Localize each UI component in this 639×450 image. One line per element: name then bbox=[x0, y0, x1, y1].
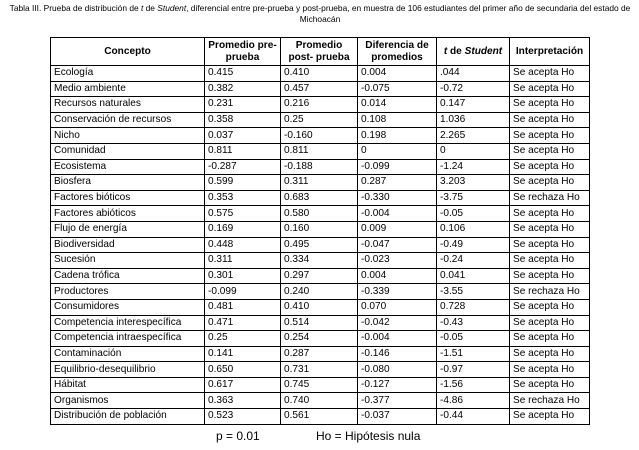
cell-post: 0.160 bbox=[281, 221, 358, 237]
header-concepto: Concepto bbox=[51, 38, 205, 66]
table-row bbox=[51, 66, 590, 82]
cell-pre: 0.382 bbox=[205, 81, 281, 97]
cell-diff: 0.287 bbox=[358, 175, 437, 191]
cell-t: -0.49 bbox=[437, 237, 510, 253]
student-t-table bbox=[50, 37, 590, 425]
cell-post: 0.745 bbox=[281, 377, 358, 393]
table-body bbox=[51, 66, 590, 425]
table-row bbox=[51, 206, 590, 222]
cell-interpretacion: Se acepta Ho bbox=[510, 315, 590, 331]
cell-post: 0.216 bbox=[281, 97, 358, 113]
cell-pre: 0.25 bbox=[205, 331, 281, 347]
cell-post: 0.514 bbox=[281, 315, 358, 331]
cell-diff: -0.080 bbox=[358, 362, 437, 378]
cell-diff: -0.004 bbox=[358, 206, 437, 222]
cell-t: -1.56 bbox=[437, 377, 510, 393]
cell-t: -0.24 bbox=[437, 253, 510, 269]
cell-concepto: Biosfera bbox=[51, 175, 205, 191]
cell-post: 0.811 bbox=[281, 143, 358, 159]
cell-t: -0.97 bbox=[437, 362, 510, 378]
cell-concepto: Comunidad bbox=[51, 143, 205, 159]
cell-post: -0.160 bbox=[281, 128, 358, 144]
cell-pre: 0.650 bbox=[205, 362, 281, 378]
cell-post: 0.410 bbox=[281, 299, 358, 315]
header-t-student: t de Student bbox=[437, 38, 510, 66]
cell-diff: -0.047 bbox=[358, 237, 437, 253]
cell-diff: -0.146 bbox=[358, 346, 437, 362]
cell-t: 0.106 bbox=[437, 221, 510, 237]
cell-t: -0.05 bbox=[437, 206, 510, 222]
cell-concepto: Consumidores bbox=[51, 299, 205, 315]
cell-diff: -0.377 bbox=[358, 393, 437, 409]
cell-pre: 0.471 bbox=[205, 315, 281, 331]
cell-pre: 0.301 bbox=[205, 268, 281, 284]
cell-diff: -0.330 bbox=[358, 190, 437, 206]
cell-post: 0.495 bbox=[281, 237, 358, 253]
cell-concepto: Factores bióticos bbox=[51, 190, 205, 206]
header-post: Promedio post- prueba bbox=[281, 38, 358, 66]
table-row bbox=[51, 175, 590, 191]
cell-concepto: Nicho bbox=[51, 128, 205, 144]
cell-t: 0.041 bbox=[437, 268, 510, 284]
cell-t: -3.55 bbox=[437, 284, 510, 300]
cell-post: 0.410 bbox=[281, 66, 358, 82]
cell-post: 0.240 bbox=[281, 284, 358, 300]
cell-t: -0.44 bbox=[437, 409, 510, 425]
cell-pre: 0.231 bbox=[205, 97, 281, 113]
table-row bbox=[51, 112, 590, 128]
cell-diff: -0.099 bbox=[358, 159, 437, 175]
cell-post: 0.731 bbox=[281, 362, 358, 378]
cell-pre: 0.448 bbox=[205, 237, 281, 253]
cell-concepto: Equilibrio-desequilibrio bbox=[51, 362, 205, 378]
cell-concepto: Recursos naturales bbox=[51, 97, 205, 113]
table-row bbox=[51, 81, 590, 97]
table-row bbox=[51, 299, 590, 315]
cell-t: 3.203 bbox=[437, 175, 510, 191]
cell-diff: 0 bbox=[358, 143, 437, 159]
cell-pre: 0.599 bbox=[205, 175, 281, 191]
cell-interpretacion: Se acepta Ho bbox=[510, 175, 590, 191]
cell-interpretacion: Se acepta Ho bbox=[510, 331, 590, 347]
cell-pre: 0.353 bbox=[205, 190, 281, 206]
cell-interpretacion: Se acepta Ho bbox=[510, 299, 590, 315]
table-row bbox=[51, 346, 590, 362]
cell-post: 0.683 bbox=[281, 190, 358, 206]
table-row bbox=[51, 362, 590, 378]
cell-concepto: Biodiversidad bbox=[51, 237, 205, 253]
cell-concepto: Ecosistema bbox=[51, 159, 205, 175]
cell-post: 0.311 bbox=[281, 175, 358, 191]
table-row bbox=[51, 237, 590, 253]
cell-concepto: Conservación de recursos bbox=[51, 112, 205, 128]
cell-t: -0.05 bbox=[437, 331, 510, 347]
table-row bbox=[51, 393, 590, 409]
cell-pre: 0.575 bbox=[205, 206, 281, 222]
cell-t: -1.24 bbox=[437, 159, 510, 175]
cell-pre: 0.523 bbox=[205, 409, 281, 425]
cell-concepto: Organismos bbox=[51, 393, 205, 409]
cell-post: 0.334 bbox=[281, 253, 358, 269]
cell-post: 0.25 bbox=[281, 112, 358, 128]
cell-t: -1.51 bbox=[437, 346, 510, 362]
cell-diff: 0.004 bbox=[358, 268, 437, 284]
cell-pre: 0.363 bbox=[205, 393, 281, 409]
cell-t: 0.728 bbox=[437, 299, 510, 315]
cell-diff: -0.042 bbox=[358, 315, 437, 331]
cell-diff: -0.004 bbox=[358, 331, 437, 347]
p-value-note: p = 0.01 bbox=[216, 429, 260, 443]
cell-interpretacion: Se rechaza Ho bbox=[510, 284, 590, 300]
cell-concepto: Hábitat bbox=[51, 377, 205, 393]
cell-interpretacion: Se acepta Ho bbox=[510, 409, 590, 425]
cell-pre: 0.037 bbox=[205, 128, 281, 144]
table-row bbox=[51, 409, 590, 425]
cell-interpretacion: Se acepta Ho bbox=[510, 128, 590, 144]
table-row bbox=[51, 315, 590, 331]
cell-t: -3.75 bbox=[437, 190, 510, 206]
table-row bbox=[51, 128, 590, 144]
header-interpretacion: Interpretación bbox=[510, 38, 590, 66]
table-row bbox=[51, 221, 590, 237]
cell-pre: 0.811 bbox=[205, 143, 281, 159]
cell-pre: -0.099 bbox=[205, 284, 281, 300]
cell-interpretacion: Se acepta Ho bbox=[510, 237, 590, 253]
cell-pre: 0.311 bbox=[205, 253, 281, 269]
cell-t: 0.147 bbox=[437, 97, 510, 113]
cell-diff: -0.339 bbox=[358, 284, 437, 300]
table-caption: Tabla III. Prueba de distribución de t de Student, diferencial entre pre-prueba y post-prueba, en muestra de 106 estudiantes del primer año de secundaria del estado de Michoacán bbox=[9, 3, 631, 24]
header-pre: Promedio pre- prueba bbox=[205, 38, 281, 66]
cell-diff: 0.198 bbox=[358, 128, 437, 144]
cell-interpretacion: Se acepta Ho bbox=[510, 112, 590, 128]
cell-diff: 0.009 bbox=[358, 221, 437, 237]
cell-t: 1.036 bbox=[437, 112, 510, 128]
cell-interpretacion: Se rechaza Ho bbox=[510, 190, 590, 206]
table-row bbox=[51, 268, 590, 284]
cell-concepto: Distribución de población bbox=[51, 409, 205, 425]
cell-post: 0.254 bbox=[281, 331, 358, 347]
cell-concepto: Competencia interespecífica bbox=[51, 315, 205, 331]
table-row bbox=[51, 190, 590, 206]
cell-post: 0.561 bbox=[281, 409, 358, 425]
cell-concepto: Productores bbox=[51, 284, 205, 300]
cell-interpretacion: Se acepta Ho bbox=[510, 221, 590, 237]
table-row bbox=[51, 377, 590, 393]
cell-post: 0.740 bbox=[281, 393, 358, 409]
cell-concepto: Medio ambiente bbox=[51, 81, 205, 97]
cell-concepto: Cadena trófica bbox=[51, 268, 205, 284]
cell-interpretacion: Se rechaza Ho bbox=[510, 393, 590, 409]
table-row bbox=[51, 284, 590, 300]
cell-interpretacion: Se acepta Ho bbox=[510, 66, 590, 82]
cell-pre: 0.141 bbox=[205, 346, 281, 362]
table-row bbox=[51, 331, 590, 347]
cell-interpretacion: Se acepta Ho bbox=[510, 97, 590, 113]
table-row bbox=[51, 159, 590, 175]
cell-pre: 0.358 bbox=[205, 112, 281, 128]
cell-t: 2.265 bbox=[437, 128, 510, 144]
cell-t: 0 bbox=[437, 143, 510, 159]
table-row bbox=[51, 253, 590, 269]
cell-diff: 0.014 bbox=[358, 97, 437, 113]
ho-definition-note: Ho = Hipótesis nula bbox=[316, 429, 421, 443]
cell-t: .044 bbox=[437, 66, 510, 82]
table-header-row bbox=[51, 38, 590, 66]
cell-diff: -0.075 bbox=[358, 81, 437, 97]
cell-interpretacion: Se acepta Ho bbox=[510, 159, 590, 175]
cell-t: -0.72 bbox=[437, 81, 510, 97]
cell-t: -0.43 bbox=[437, 315, 510, 331]
cell-interpretacion: Se acepta Ho bbox=[510, 268, 590, 284]
cell-concepto: Contaminación bbox=[51, 346, 205, 362]
cell-interpretacion: Se acepta Ho bbox=[510, 362, 590, 378]
cell-post: 0.287 bbox=[281, 346, 358, 362]
cell-post: 0.457 bbox=[281, 81, 358, 97]
cell-interpretacion: Se acepta Ho bbox=[510, 253, 590, 269]
cell-pre: -0.287 bbox=[205, 159, 281, 175]
cell-diff: -0.127 bbox=[358, 377, 437, 393]
cell-interpretacion: Se acepta Ho bbox=[510, 81, 590, 97]
cell-concepto: Sucesión bbox=[51, 253, 205, 269]
cell-concepto: Ecología bbox=[51, 66, 205, 82]
cell-interpretacion: Se acepta Ho bbox=[510, 143, 590, 159]
cell-pre: 0.169 bbox=[205, 221, 281, 237]
cell-diff: -0.023 bbox=[358, 253, 437, 269]
cell-diff: 0.070 bbox=[358, 299, 437, 315]
cell-post: 0.297 bbox=[281, 268, 358, 284]
cell-pre: 0.481 bbox=[205, 299, 281, 315]
cell-interpretacion: Se acepta Ho bbox=[510, 377, 590, 393]
cell-interpretacion: Se acepta Ho bbox=[510, 346, 590, 362]
cell-post: 0.580 bbox=[281, 206, 358, 222]
cell-t: -4.86 bbox=[437, 393, 510, 409]
cell-concepto: Competencia intraespecífica bbox=[51, 331, 205, 347]
cell-diff: -0.037 bbox=[358, 409, 437, 425]
cell-pre: 0.415 bbox=[205, 66, 281, 82]
cell-diff: 0.108 bbox=[358, 112, 437, 128]
table-row bbox=[51, 97, 590, 113]
cell-pre: 0.617 bbox=[205, 377, 281, 393]
table-row bbox=[51, 143, 590, 159]
cell-post: -0.188 bbox=[281, 159, 358, 175]
cell-concepto: Flujo de energía bbox=[51, 221, 205, 237]
cell-concepto: Factores abióticos bbox=[51, 206, 205, 222]
header-diff: Diferencia de promedios bbox=[358, 38, 437, 66]
cell-diff: 0.004 bbox=[358, 66, 437, 82]
cell-interpretacion: Se acepta Ho bbox=[510, 206, 590, 222]
